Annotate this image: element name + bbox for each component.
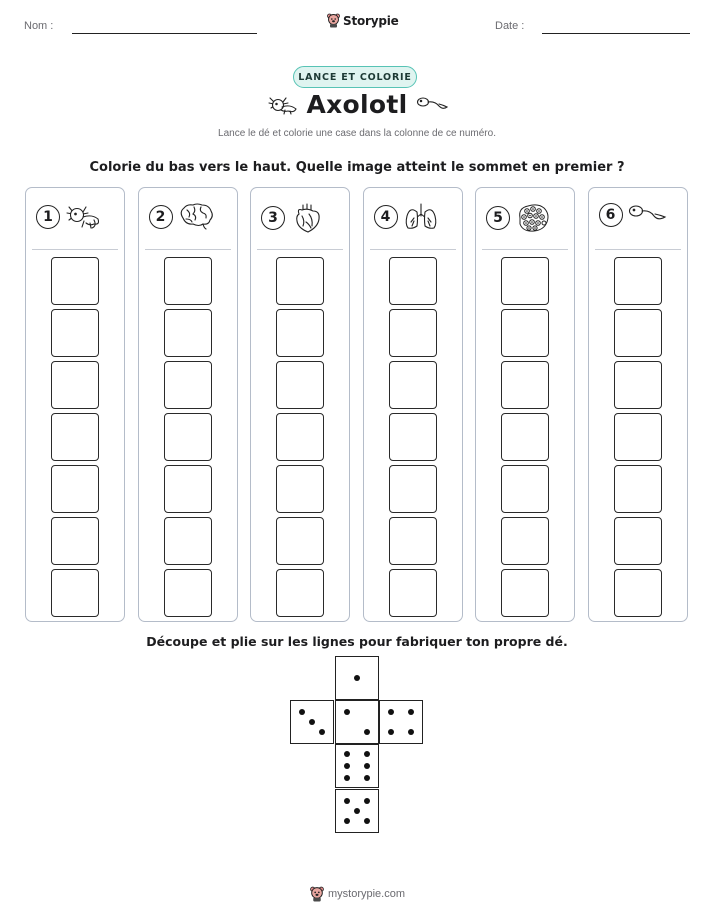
coloring-box[interactable] <box>501 517 549 565</box>
column-number: 5 <box>486 206 510 230</box>
tadpole-icon <box>415 96 449 112</box>
name-label: Nom : <box>24 20 54 32</box>
die-face-6 <box>335 744 379 788</box>
coloring-box[interactable] <box>389 309 437 357</box>
name-line[interactable] <box>72 33 257 34</box>
column-5 <box>475 187 575 622</box>
coloring-box[interactable] <box>614 569 662 617</box>
coloring-box[interactable] <box>501 413 549 461</box>
coloring-box[interactable] <box>276 309 324 357</box>
coloring-box[interactable] <box>501 361 549 409</box>
coloring-box[interactable] <box>389 257 437 305</box>
column-number: 1 <box>36 205 60 229</box>
coloring-box[interactable] <box>501 465 549 513</box>
tadpole-icon <box>627 202 667 228</box>
date-line[interactable] <box>542 33 690 34</box>
die-face-5 <box>335 789 379 833</box>
brain-icon <box>177 202 215 232</box>
coloring-box[interactable] <box>614 361 662 409</box>
coloring-box[interactable] <box>51 465 99 513</box>
column-3 <box>250 187 350 622</box>
coloring-box[interactable] <box>276 569 324 617</box>
coloring-box[interactable] <box>389 465 437 513</box>
brand-logo <box>327 13 399 28</box>
eggs-icon <box>514 202 552 234</box>
coloring-box[interactable] <box>501 569 549 617</box>
coloring-box[interactable] <box>389 517 437 565</box>
page-title: Axolotl <box>306 90 408 119</box>
coloring-box[interactable] <box>51 257 99 305</box>
coloring-box[interactable] <box>614 413 662 461</box>
coloring-box[interactable] <box>276 465 324 513</box>
die-face-1 <box>335 656 379 700</box>
coloring-box[interactable] <box>276 257 324 305</box>
coloring-box[interactable] <box>164 413 212 461</box>
lungs-icon <box>402 202 440 232</box>
coloring-box[interactable] <box>51 309 99 357</box>
coloring-box[interactable] <box>276 413 324 461</box>
bear-mascot-icon <box>310 886 324 902</box>
column-4 <box>363 187 463 622</box>
coloring-box[interactable] <box>51 569 99 617</box>
column-number: 4 <box>374 205 398 229</box>
game-instruction: Colorie du bas vers le haut. Quelle image atteint le sommet en premier ? <box>89 160 625 175</box>
date-label: Date : <box>495 20 525 32</box>
coloring-box[interactable] <box>164 517 212 565</box>
column-number: 2 <box>149 205 173 229</box>
brand-name: Storypie <box>343 13 399 28</box>
coloring-box[interactable] <box>389 413 437 461</box>
activity-badge: LANCE ET COLORIE <box>293 66 417 88</box>
heart-icon <box>289 202 327 234</box>
coloring-box[interactable] <box>51 517 99 565</box>
coloring-box[interactable] <box>501 257 549 305</box>
column-number: 6 <box>599 203 623 227</box>
coloring-box[interactable] <box>614 257 662 305</box>
coloring-box[interactable] <box>501 309 549 357</box>
coloring-box[interactable] <box>164 465 212 513</box>
column-6 <box>588 187 688 622</box>
column-number: 3 <box>261 206 285 230</box>
page-subtitle: Lance le dé et colorie une case dans la colonne de ce numéro. <box>218 128 496 139</box>
bear-mascot-icon <box>327 13 340 28</box>
axolotl-icon <box>64 202 102 232</box>
column-1 <box>25 187 125 622</box>
die-face-3 <box>290 700 334 744</box>
footer-url[interactable]: mystorypie.com <box>328 888 406 900</box>
coloring-box[interactable] <box>276 517 324 565</box>
die-face-2 <box>335 700 379 744</box>
coloring-box[interactable] <box>164 361 212 409</box>
coloring-box[interactable] <box>276 361 324 409</box>
coloring-box[interactable] <box>614 309 662 357</box>
coloring-box[interactable] <box>614 517 662 565</box>
coloring-box[interactable] <box>164 309 212 357</box>
column-2 <box>138 187 238 622</box>
coloring-box[interactable] <box>389 361 437 409</box>
die-face-4 <box>379 700 423 744</box>
coloring-box[interactable] <box>614 465 662 513</box>
coloring-box[interactable] <box>164 257 212 305</box>
coloring-box[interactable] <box>389 569 437 617</box>
coloring-box[interactable] <box>51 361 99 409</box>
coloring-box[interactable] <box>51 413 99 461</box>
coloring-box[interactable] <box>164 569 212 617</box>
footer <box>310 886 405 902</box>
die-instruction: Découpe et plie sur les lignes pour fabriquer ton propre dé. <box>146 634 568 649</box>
